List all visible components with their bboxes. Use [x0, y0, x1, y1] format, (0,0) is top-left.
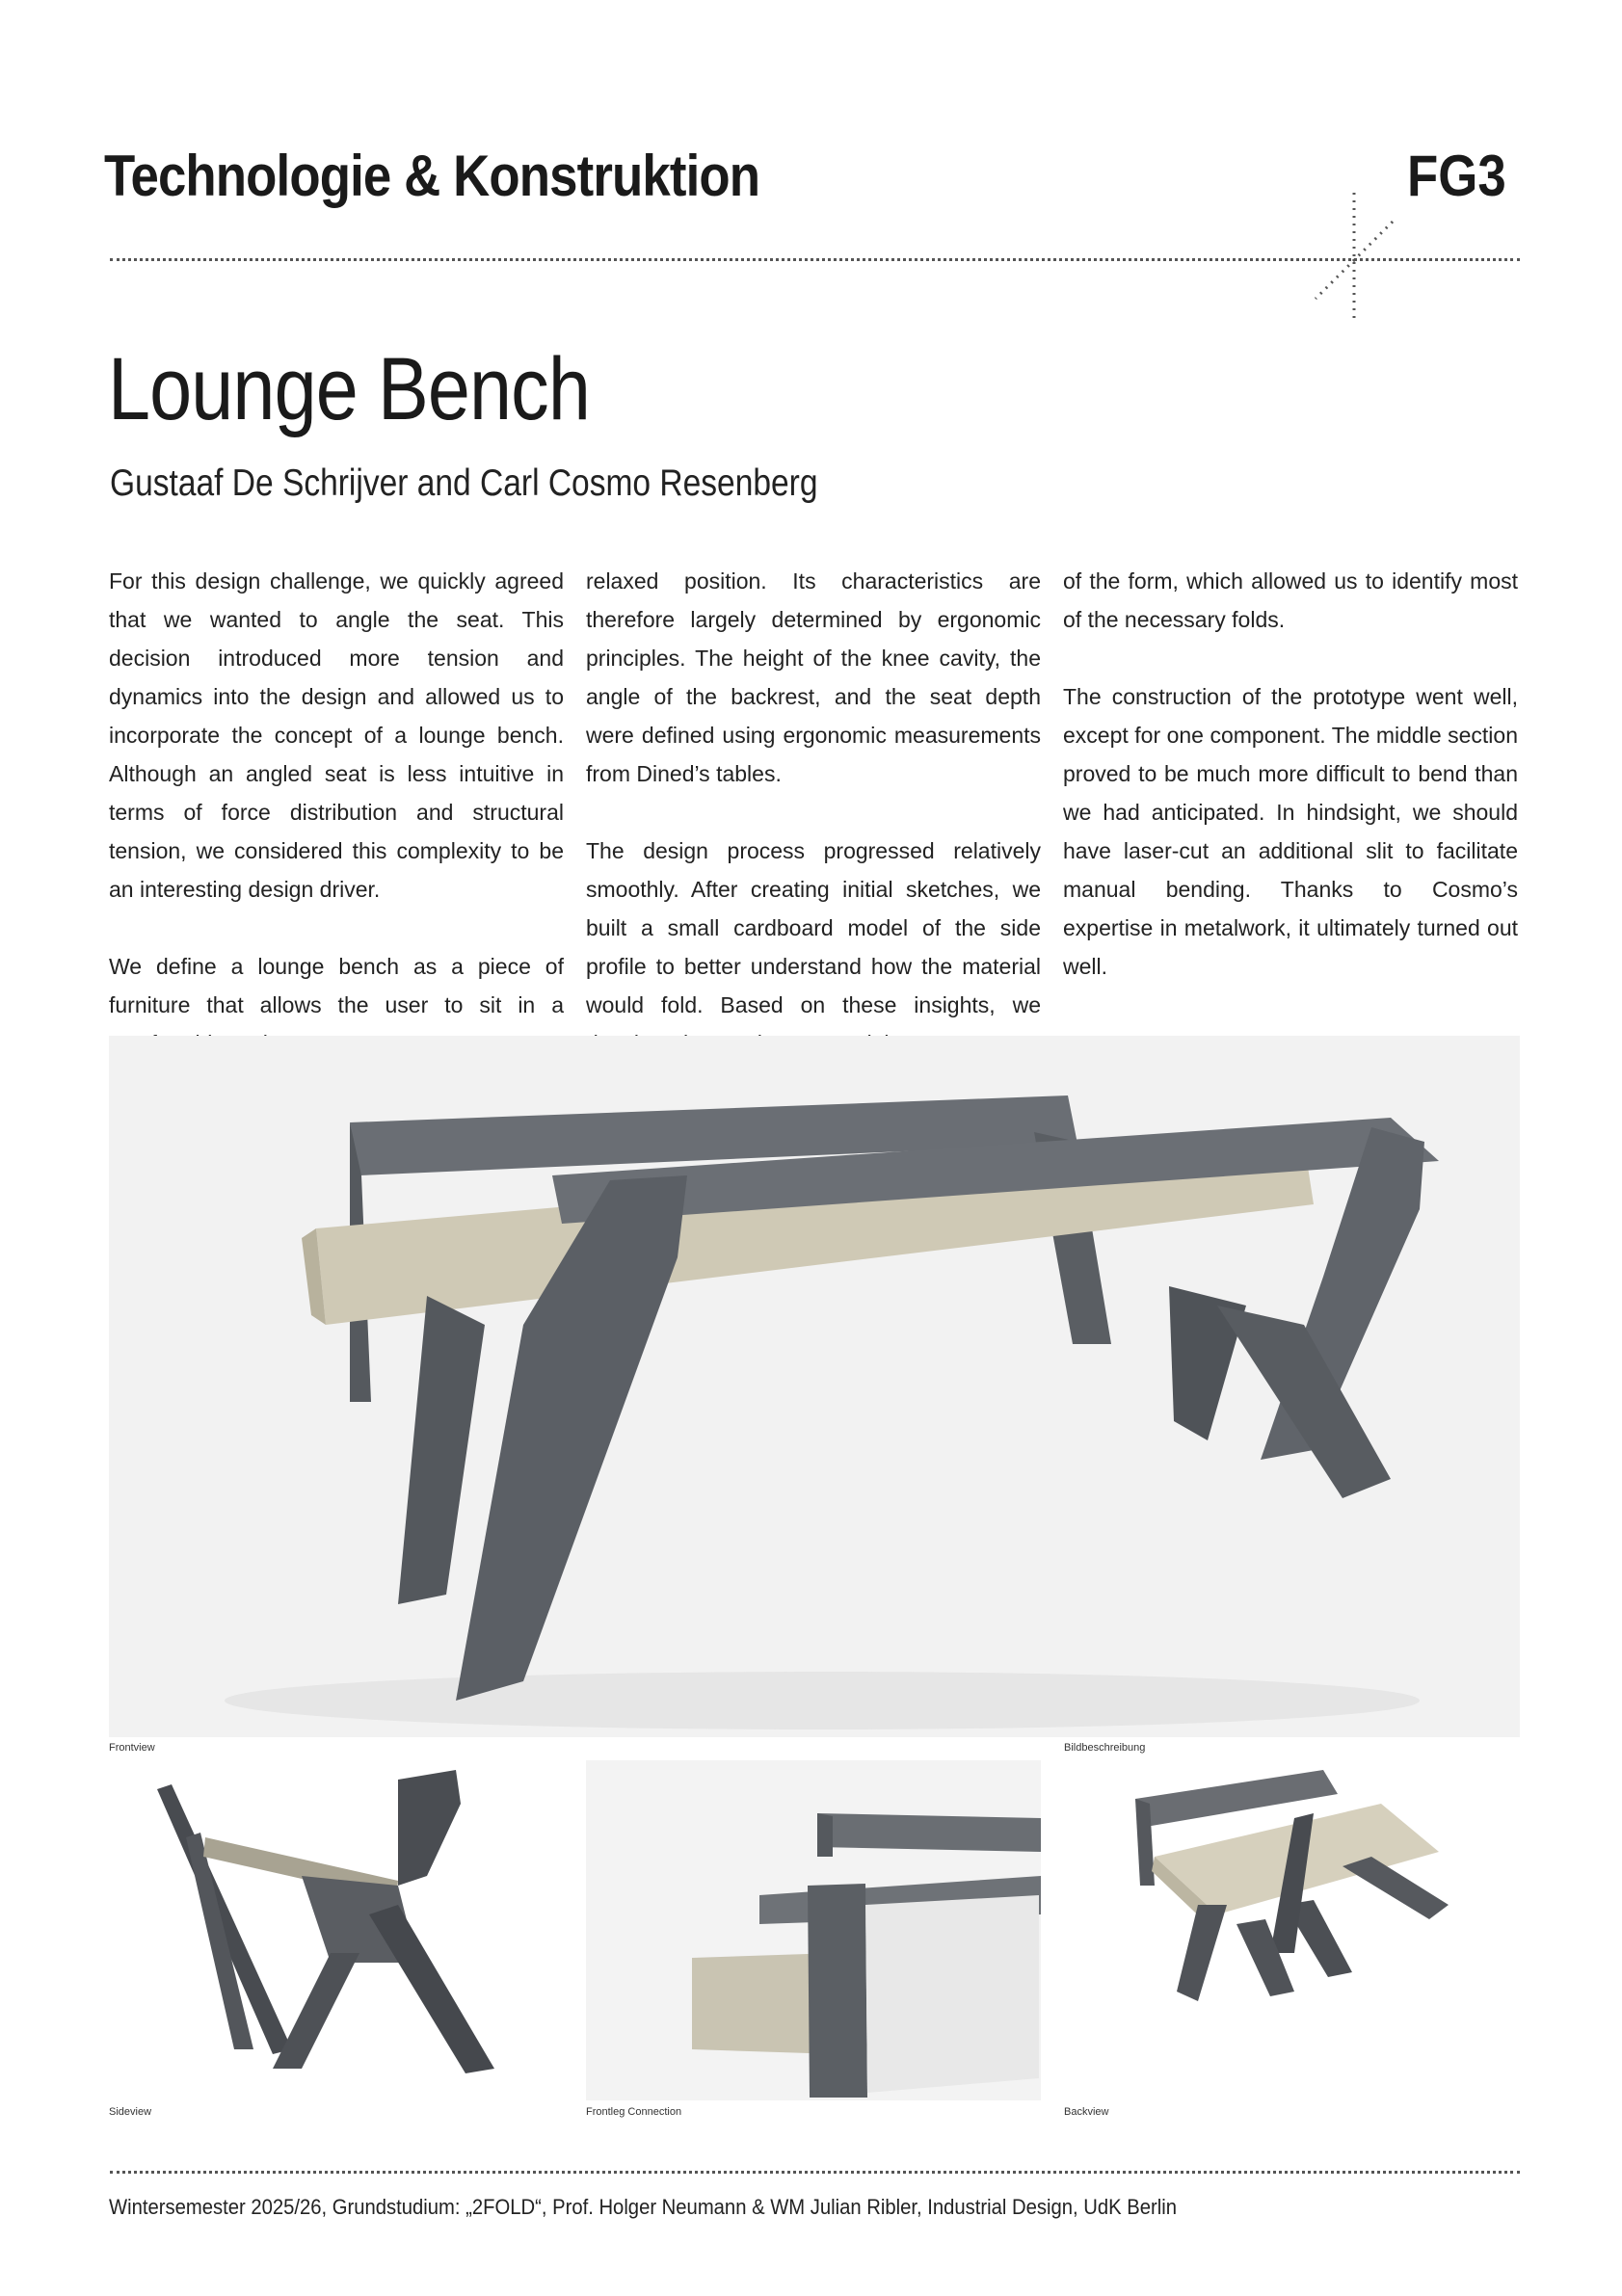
project-title: Lounge Bench [108, 340, 591, 438]
project-authors: Gustaaf De Schrijver and Carl Cosmo Resenberg [110, 462, 818, 504]
paragraph: The construction of the prototype went well, except for one component. The middle section proved to be much more difficult to bend than we had anticipated. In hindsight, we should have laser-cut an additional slit to facilitate manual bending. Thanks to Cosmo’s expertise in metalwork, it ultimately turned out well. [1063, 684, 1518, 979]
caption-bildbeschreibung: Bildbeschreibung [1064, 1742, 1146, 1754]
footer-credits: Wintersemester 2025/26, Grundstudium: „2FOLD“, Prof. Holger Neumann & WM Julian Ribler, Industrial Design, UdK Berlin [109, 2195, 1178, 2219]
main-photo-frontview [109, 1036, 1520, 1737]
photo-backview [1063, 1760, 1518, 2100]
footer-divider [110, 2171, 1520, 2174]
caption-frontleg: Frontleg Connection [586, 2106, 682, 2118]
section-title: Technologie & Konstruktion [104, 144, 760, 208]
text-column-1 [109, 562, 564, 1101]
header-divider [110, 258, 1520, 261]
paragraph: For this design challenge, we quickly agreed that we wanted to angle the seat. This decision introduced more tension and dynamics into the design and allowed us to incorporate the concept of a lounge bench. Although an angled seat is less intuitive in terms of force distribution and structural tension, we considered this complexity to be an interesting design driver. [109, 568, 564, 902]
paragraph: The design process progressed relatively smoothly. After creating initial sketches, we built a small cardboard model of the side profile to better understand how the material would fold. Based on these insights, we [586, 838, 1041, 1017]
text-column-3 [1063, 562, 1518, 1024]
paragraph: relaxed position. Its characteristics are therefore largely determined by ergonomic principles. The height of the knee cavity, the angle of the backrest, and the seat depth were defined using ergonomic measurements from Dined’s tables. [586, 568, 1041, 786]
text-column-2 [586, 562, 1041, 1101]
caption-backview: Backview [1064, 2106, 1109, 2118]
caption-sideview: Sideview [109, 2106, 152, 2118]
section-badge: FG3 [1407, 144, 1506, 208]
paragraph: We define a lounge bench as a piece of furniture that allows the user to sit in a [109, 954, 564, 1017]
photo-frontleg-connection [586, 1760, 1041, 2100]
paragraph: of the form, which allowed us to identify most of the necessary folds. [1063, 568, 1518, 632]
caption-frontview: Frontview [109, 1742, 155, 1754]
photo-sideview [109, 1760, 564, 2100]
star-mark-icon [1311, 193, 1397, 328]
